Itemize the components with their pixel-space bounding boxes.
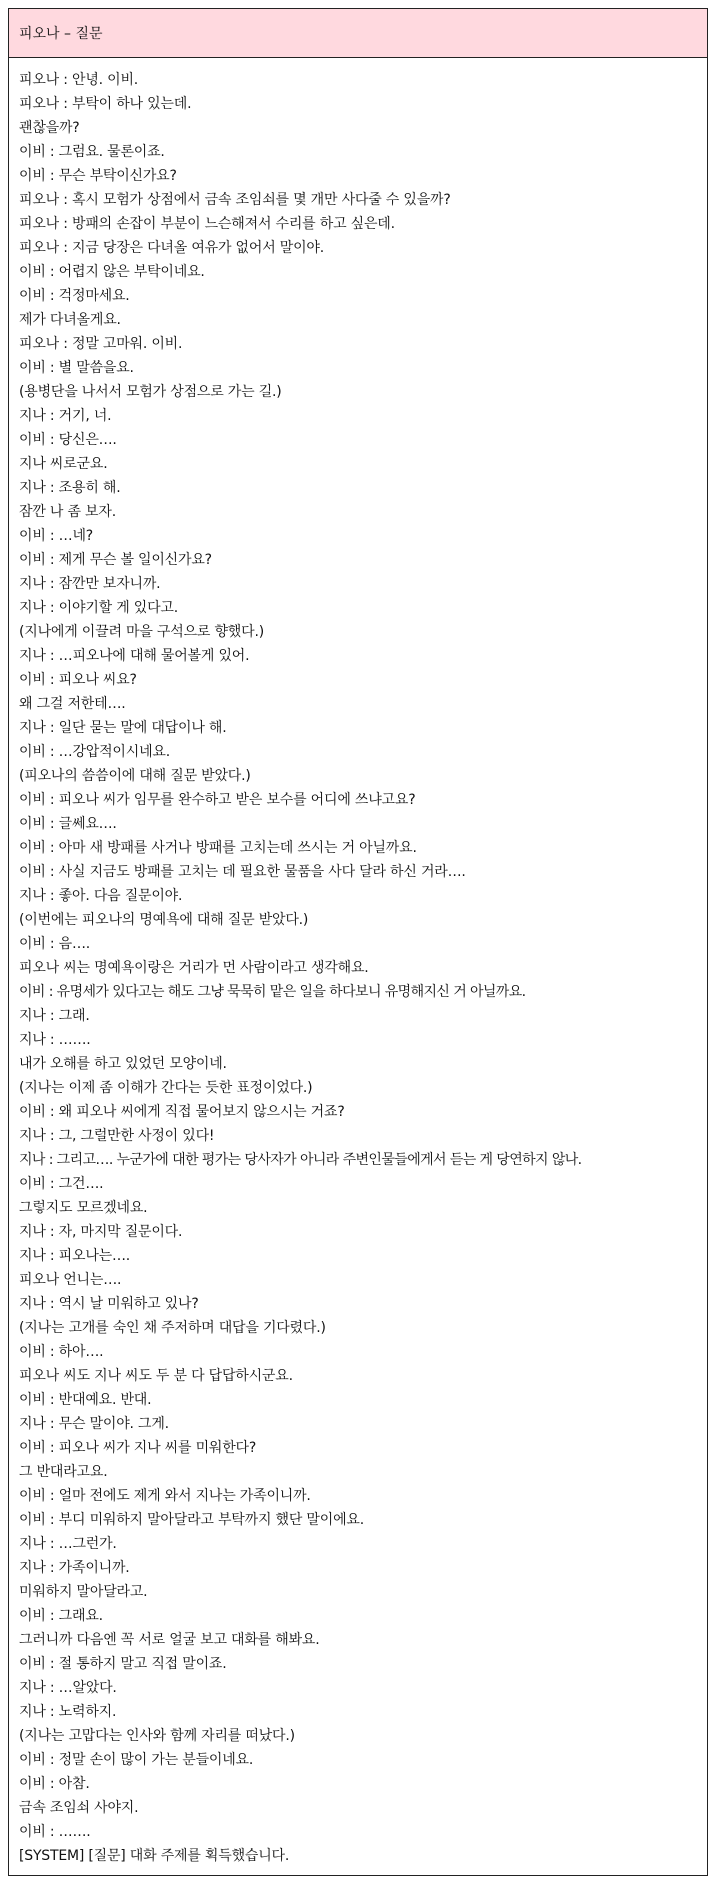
dialogue-line: 피오나 : 방패의 손잡이 부분이 느슨해져서 수리를 하고 싶은데. [19, 216, 395, 232]
dialogue-line: 이비 : 부디 미워하지 말아달라고 부탁까지 했단 말이에요. [19, 1512, 364, 1528]
dialogue-line: 잠깐 나 좀 보자. [19, 504, 116, 520]
dialogue-line: 이비 : 별 말씀을요. [19, 360, 134, 376]
dialogue-line: 이비 : 당신은…. [19, 432, 117, 448]
dialogue-line: 이비 : 아참. [19, 1776, 90, 1792]
dialogue-line: (이번에는 피오나의 명예욕에 대해 질문 받았다.) [19, 912, 309, 928]
dialogue-line: 지나 : 그래. [19, 1008, 90, 1024]
dialogue-line: 피오나 : 지금 당장은 다녀올 여유가 없어서 말이야. [19, 240, 324, 256]
dialogue-line: 이비 : 사실 지금도 방패를 고치는 데 필요한 물품을 사다 달라 하신 거라…. [19, 864, 466, 880]
dialogue-line: 피오나 언니는…. [19, 1272, 122, 1288]
dialogue-line: 피오나 씨도 지나 씨도 두 분 다 답답하시군요. [19, 1368, 293, 1384]
dialogue-line: 그렇지도 모르겠네요. [19, 1200, 148, 1216]
dialogue-line: 이비 : 피오나 씨가 지나 씨를 미워한다? [19, 1440, 257, 1456]
dialogue-line: 피오나 : 안녕. 이비. [19, 72, 139, 88]
dialogue-line: [SYSTEM] [질문] 대화 주제를 획득했습니다. [19, 1848, 290, 1864]
dialogue-line: 이비 : …네? [19, 528, 94, 544]
dialogue-line: (용병단을 나서서 모험가 상점으로 가는 길.) [19, 384, 282, 400]
dialogue-line: 지나 : …피오나에 대해 물어볼게 있어. [19, 648, 250, 664]
dialogue-line: 지나 : 무슨 말이야. 그게. [19, 1416, 169, 1432]
document-box [8, 8, 708, 1876]
dialogue-line: 지나 : 거기, 너. [19, 408, 112, 424]
dialogue-line: 이비 : 음…. [19, 936, 91, 952]
dialogue-line: 피오나 : 부탁이 하나 있는데. [19, 96, 192, 112]
dialogue-line: 이비 : 피오나 씨가 임무를 완수하고 받은 보수를 어디에 쓰냐고요? [19, 792, 416, 808]
dialogue-line: 피오나 씨는 명예욕이랑은 거리가 먼 사람이라고 생각해요. [19, 960, 369, 976]
dialogue-line: 지나 : 이야기할 게 있다고. [19, 600, 179, 616]
dialogue-line: 이비 : 왜 피오나 씨에게 직접 물어보지 않으시는 거죠? [19, 1104, 345, 1120]
dialogue-line: 왜 그걸 저한테…. [19, 696, 126, 712]
dialogue-line: 이비 : 하아…. [19, 1344, 104, 1360]
dialogue-line: 지나 : 노력하지. [19, 1704, 117, 1720]
dialogue-line: 이비 : 그래요. [19, 1608, 103, 1624]
dialogue-line: 이비 : 피오나 씨요? [19, 672, 137, 688]
dialogue-line: 그 반대라고요. [19, 1464, 108, 1480]
dialogue-line: 지나 : 좋아. 다음 질문이야. [19, 888, 183, 904]
dialogue-line: 지나 : 그, 그럴만한 사정이 있다! [19, 1128, 215, 1144]
dialogue-line: 이비 : 제게 무슨 볼 일이신가요? [19, 552, 212, 568]
dialogue-line: 이비 : 아마 새 방패를 사거나 방패를 고치는데 쓰시는 거 아닐까요. [19, 840, 417, 856]
dialogue-line: 이비 : 그럼요. 물론이죠. [19, 144, 165, 160]
dialogue-line: 지나 씨로군요. [19, 456, 108, 472]
dialogue-line: 이비 : 반대예요. 반대. [19, 1392, 152, 1408]
dialogue-line: (지나에게 이끌려 마을 구석으로 향했다.) [19, 624, 264, 640]
dialogue-line: 금속 조임쇠 사야지. [19, 1800, 139, 1816]
dialogue-line: 이비 : ……. [19, 1824, 91, 1840]
dialogue-line: (지나는 이제 좀 이해가 간다는 듯한 표정이었다.) [19, 1080, 313, 1096]
dialogue-line: 이비 : 그건…. [19, 1176, 104, 1192]
dialogue-lines [9, 58, 707, 1868]
dialogue-line: 이비 : 유명세가 있다고는 해도 그냥 묵묵히 맡은 일을 하다보니 유명해지신 거 아닐까요. [19, 984, 526, 1000]
dialogue-line: 지나 : 그리고…. 누군가에 대한 평가는 당사자가 아니라 주변인물들에게서 듣는 게 당연하지 않나. [19, 1152, 582, 1168]
dialogue-line: 이비 : 무슨 부탁이신가요? [19, 168, 177, 184]
dialogue-line: 이비 : 걱정마세요. [19, 288, 130, 304]
title-bar [9, 9, 707, 58]
dialogue-line: 이비 : 정말 손이 많이 가는 분들이네요. [19, 1752, 254, 1768]
dialogue-line: 그러니까 다음엔 꼭 서로 얼굴 보고 대화를 해봐요. [19, 1632, 320, 1648]
dialogue-line: 지나 : 피오나는…. [19, 1248, 131, 1264]
dialogue-line: 피오나 : 혹시 모험가 상점에서 금속 조임쇠를 몇 개만 사다줄 수 있을까? [19, 192, 451, 208]
dialogue-line: (피오나의 씀씀이에 대해 질문 받았다.) [19, 768, 251, 784]
dialogue-line: 지나 : 자, 마지막 질문이다. [19, 1224, 183, 1240]
dialogue-line: 지나 : …알았다. [19, 1680, 117, 1696]
dialogue-line: 지나 : 잠깐만 보자니까. [19, 576, 161, 592]
dialogue-line: 지나 : 역시 날 미워하고 있나? [19, 1296, 199, 1312]
dialogue-line: (지나는 고개를 숙인 채 주저하며 대답을 기다렸다.) [19, 1320, 326, 1336]
dialogue-line: 지나 : 가족이니까. [19, 1560, 130, 1576]
dialogue-line: 이비 : …강압적이시네요. [19, 744, 170, 760]
page-title: 피오나 – 질문 [19, 26, 103, 42]
dialogue-line: 이비 : 어렵지 않은 부탁이네요. [19, 264, 205, 280]
dialogue-line: 지나 : ……. [19, 1032, 91, 1048]
dialogue-line: 괜찮을까? [19, 120, 80, 136]
dialogue-line: 지나 : 조용히 해. [19, 480, 121, 496]
dialogue-line: 지나 : …그런가. [19, 1536, 117, 1552]
dialogue-line: (지나는 고맙다는 인사와 함께 자리를 떠났다.) [19, 1728, 295, 1744]
dialogue-line: 이비 : 얼마 전에도 제게 와서 지나는 가족이니까. [19, 1488, 311, 1504]
dialogue-line: 이비 : 글쎄요…. [19, 816, 117, 832]
dialogue-line: 미워하지 말아달라고. [19, 1584, 148, 1600]
dialogue-line: 제가 다녀올게요. [19, 312, 121, 328]
dialogue-line: 내가 오해를 하고 있었던 모양이네. [19, 1056, 227, 1072]
dialogue-line: 피오나 : 정말 고마워. 이비. [19, 336, 183, 352]
dialogue-line: 이비 : 절 통하지 말고 직접 말이죠. [19, 1656, 227, 1672]
dialogue-line: 지나 : 일단 묻는 말에 대답이나 해. [19, 720, 227, 736]
